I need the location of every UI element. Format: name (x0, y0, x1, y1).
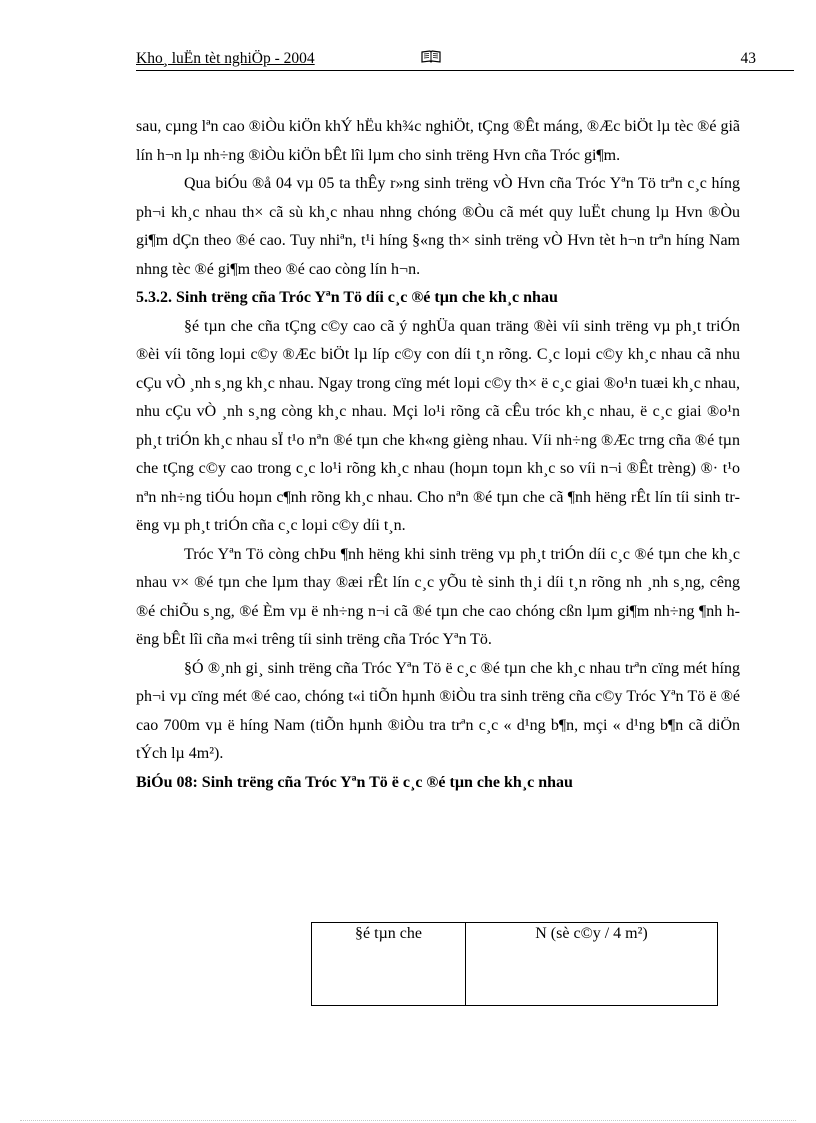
table-header-row (312, 923, 718, 1006)
data-table (311, 922, 718, 1006)
header-title: Kho¸ luËn tèt nghiÖp - 2004 (136, 50, 315, 67)
page-header (136, 50, 794, 71)
paragraph: sau, cµng lªn cao ®iÒu kiÖn khÝ hËu kh¾c nghiÖt, tÇng ®Êt máng, ®Æc biÖt lµ tèc ®é giã lín h¬n lµ nh÷ng ®iÒu kiÖn bÊt lîi lµm cho sinh trëng Hvn cña Tróc gi¶m. (136, 118, 740, 164)
page-body (136, 113, 740, 797)
section-heading: 5.3.2. Sinh trëng cña Tróc Yªn Tö díi c¸c ®é tµn che kh¸c nhau (136, 289, 558, 306)
table-header-cell: §é tµn che (312, 923, 466, 1006)
page-bottom-divider (20, 1120, 796, 1121)
open-book-icon (421, 50, 441, 69)
paragraph: Tróc Yªn Tö còng chÞu ¶nh hëng khi sinh trëng vµ ph¸t triÓn díi c¸c ®é tµn che kh¸c nhau v× ®é tµn che lµm thay ®æi rÊt lín c¸c yÕu tè sinh th¸i díi t¸n rõng nh ¸nh s¸ng, cêng ®é chiÕu s¸ng, ®é Èm vµ ë nh÷ng n¬i cã ®é tµn che cao chóng cßn lµm gi¶m nh÷ng ¶nh hëng bÊt lîi cña m«i trêng tíi sinh trëng cña Tróc Yªn Tö. (136, 545, 740, 648)
page-number: 43 (740, 50, 756, 67)
table-caption: BiÓu 08: Sinh trëng cña Tróc Yªn Tö ë c¸c ®é tµn che kh¸c nhau (136, 773, 573, 791)
paragraph: §Ó ®¸nh gi¸ sinh trëng cña Tróc Yªn Tö ë c¸c ®é tµn che kh¸c nhau trªn cïng mét híng ph¬i vµ cïng mét ®é cao, chóng t«i tiÕn hµnh ®iÒu tra sinh trëng cña c©y Tróc Yªn Tö ë ®é cao 700m vµ ë híng Nam (tiÕn hµnh ®iÒu tra trªn c¸c « d¹ng b¶n, mçi « d¹ng b¶n cã diÖn tÝch lµ 4m²). (136, 659, 740, 762)
paragraph: §é tµn che cña tÇng c©y cao cã ý nghÜa quan träng ®èi víi sinh trëng vµ ph¸t triÓn ®èi víi tõng loµi c©y ®Æc biÖt lµ líp c©y con díi t¸n rõng. C¸c loµi c©y kh¸c nhau cã nhu cÇu vÒ ¸nh s¸ng kh¸c nhau. Ngay trong cïng mét loµi c©y th× ë c¸c giai ®o¹n tuæi kh¸c nhau, nhu cÇu vÒ ¸nh s¸ng còng kh¸c nhau. Mçi lo¹i rõng cã cÊu tróc kh¸c nhau, ë c¸c giai ®o¹n ph¸t triÓn kh¸c nhau sÏ t¹o nªn ®é tµn che kh«ng gièng nhau. Víi nh÷ng ®Æc trng cña ®é tµn che tÇng c©y cao trong c¸c lo¹i rõng kh¸c nhau (hoµn toµn kh¸c so víi n¬i ®Êt trèng) ®· t¹o nªn nh÷ng tiÓu hoµn c¶nh rõng kh¸c nhau. Cho nªn ®é tµn che cã ¶nh hëng rÊt lín tíi sinh trëng vµ ph¸t triÓn cña c¸c loµi c©y díi t¸n. (136, 317, 740, 534)
table-header-cell: N (sè c©y / 4 m²) (466, 923, 718, 1006)
paragraph: Qua biÓu ®å 04 vµ 05 ta thÊy r»ng sinh trëng vÒ Hvn cña Tróc Yªn Tö trªn c¸c híng ph¬i kh¸c nhau th× cã sù kh¸c nhau nhng chóng ®Òu cã mét quy luËt chung lµ Hvn ®Òu gi¶m dÇn theo ®é cao. Tuy nhiªn, t¹i híng §«ng th× sinh trëng vÒ Hvn tèt h¬n trªn híng Nam nhng tèc ®é gi¶m theo ®é cao còng lín h¬n. (136, 175, 740, 278)
